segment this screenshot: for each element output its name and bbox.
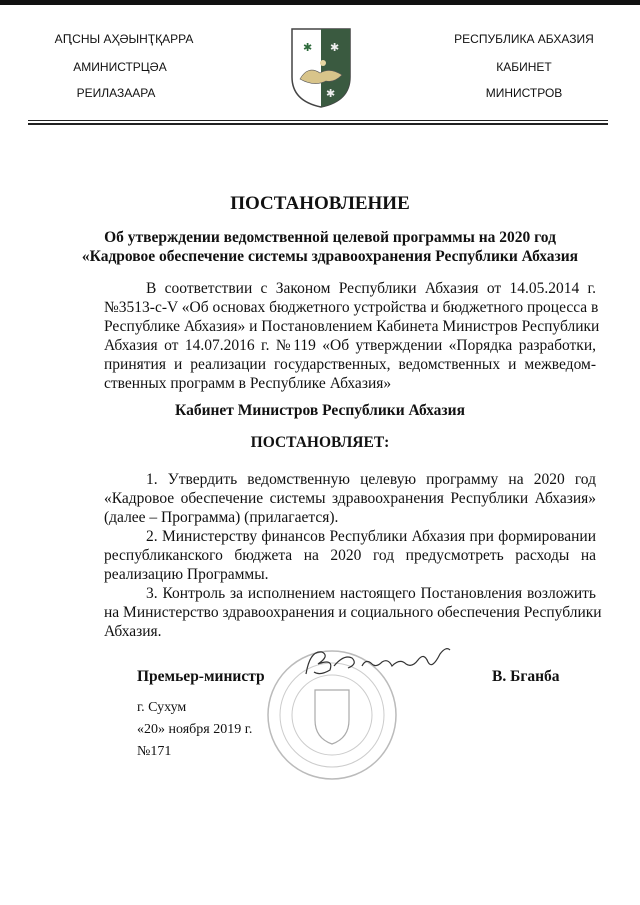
- header-right-line: МИНИСТРОВ: [485, 86, 563, 100]
- item-1-line: 1. Утвердить ведомственную целевую программу на 2020 год: [146, 471, 596, 488]
- header-left-line: АМИНИСТРЦӘА: [73, 60, 167, 74]
- preamble-line: Республике Абхазия» и Постановлением Кабинета Министров Республики: [104, 318, 600, 335]
- header-divider-top: [28, 120, 608, 121]
- preamble-line: В соответствии с Законом Республики Абхазия от 14.05.2014 г.: [146, 280, 596, 297]
- item-2-line: 2. Министерству финансов Республики Абхазия при формировании: [146, 528, 596, 545]
- preamble-line: принятия и реализации государственных, ведомственных и межведом-: [104, 356, 596, 373]
- preamble-line: ственных программ в Республике Абхазия»: [104, 375, 392, 392]
- document-title: ПОСТАНОВЛЕНИЕ: [230, 193, 410, 214]
- resolves-heading: ПОСТАНОВЛЯЕТ:: [250, 434, 390, 451]
- issuing-body-heading: Кабинет Министров Республики Абхазия: [175, 402, 465, 419]
- document-subtitle-line: «Кадровое обеспечение системы здравоохранения Республики Абхазия: [81, 248, 579, 265]
- preamble-line: Абхазия от 14.07.2016 г. №119 «Об утверждении «Порядка разработки,: [104, 337, 596, 354]
- svg-text:✱: ✱: [303, 42, 313, 54]
- preamble-line: №3513-с-V «Об основах бюджетного устройства и бюджетного процесса в: [104, 299, 599, 316]
- document-number: №171: [137, 744, 172, 759]
- signatory-position: Премьер-министр: [137, 668, 265, 685]
- item-1-line: «Кадровое обеспечение системы здравоохранения Республики Абхазия»: [104, 490, 596, 507]
- header-right-line: КАБИНЕТ: [496, 60, 552, 74]
- header-right-line: РЕСПУБЛИКА АБХАЗИЯ: [454, 32, 594, 46]
- issue-date: «20» ноября 2019 г.: [137, 722, 253, 737]
- item-3-line: Абхазия.: [104, 623, 162, 640]
- svg-text:✱: ✱: [330, 42, 340, 54]
- scan-top-edge: [0, 0, 640, 5]
- issue-city: г. Сухум: [137, 700, 187, 715]
- item-3-line: на Министерство здравоохранения и социального обеспечения Республики: [104, 604, 602, 621]
- item-3-line: 3. Контроль за исполнением настоящего Постановления возложить: [146, 585, 596, 602]
- header-divider-bottom: [28, 123, 608, 125]
- header-left-line: АԤСНЫ АҲӘЫНҬҚАРРА: [54, 32, 194, 46]
- signatory-name: В. Бганба: [492, 668, 560, 685]
- document-subtitle-line: Об утверждении ведомственной целевой программы на 2020 год: [104, 229, 556, 246]
- item-2-line: реализацию Программы.: [104, 566, 269, 583]
- header-left-line: РЕИЛАЗААРА: [76, 86, 156, 100]
- svg-text:✱: ✱: [326, 88, 336, 100]
- handwritten-signature: [300, 644, 460, 680]
- item-1-line: (далее – Программа) (прилагается).: [104, 509, 339, 526]
- item-2-line: республиканского бюджета на 2020 год предусмотреть расходы на: [104, 547, 596, 564]
- coat-of-arms-emblem: [290, 27, 352, 109]
